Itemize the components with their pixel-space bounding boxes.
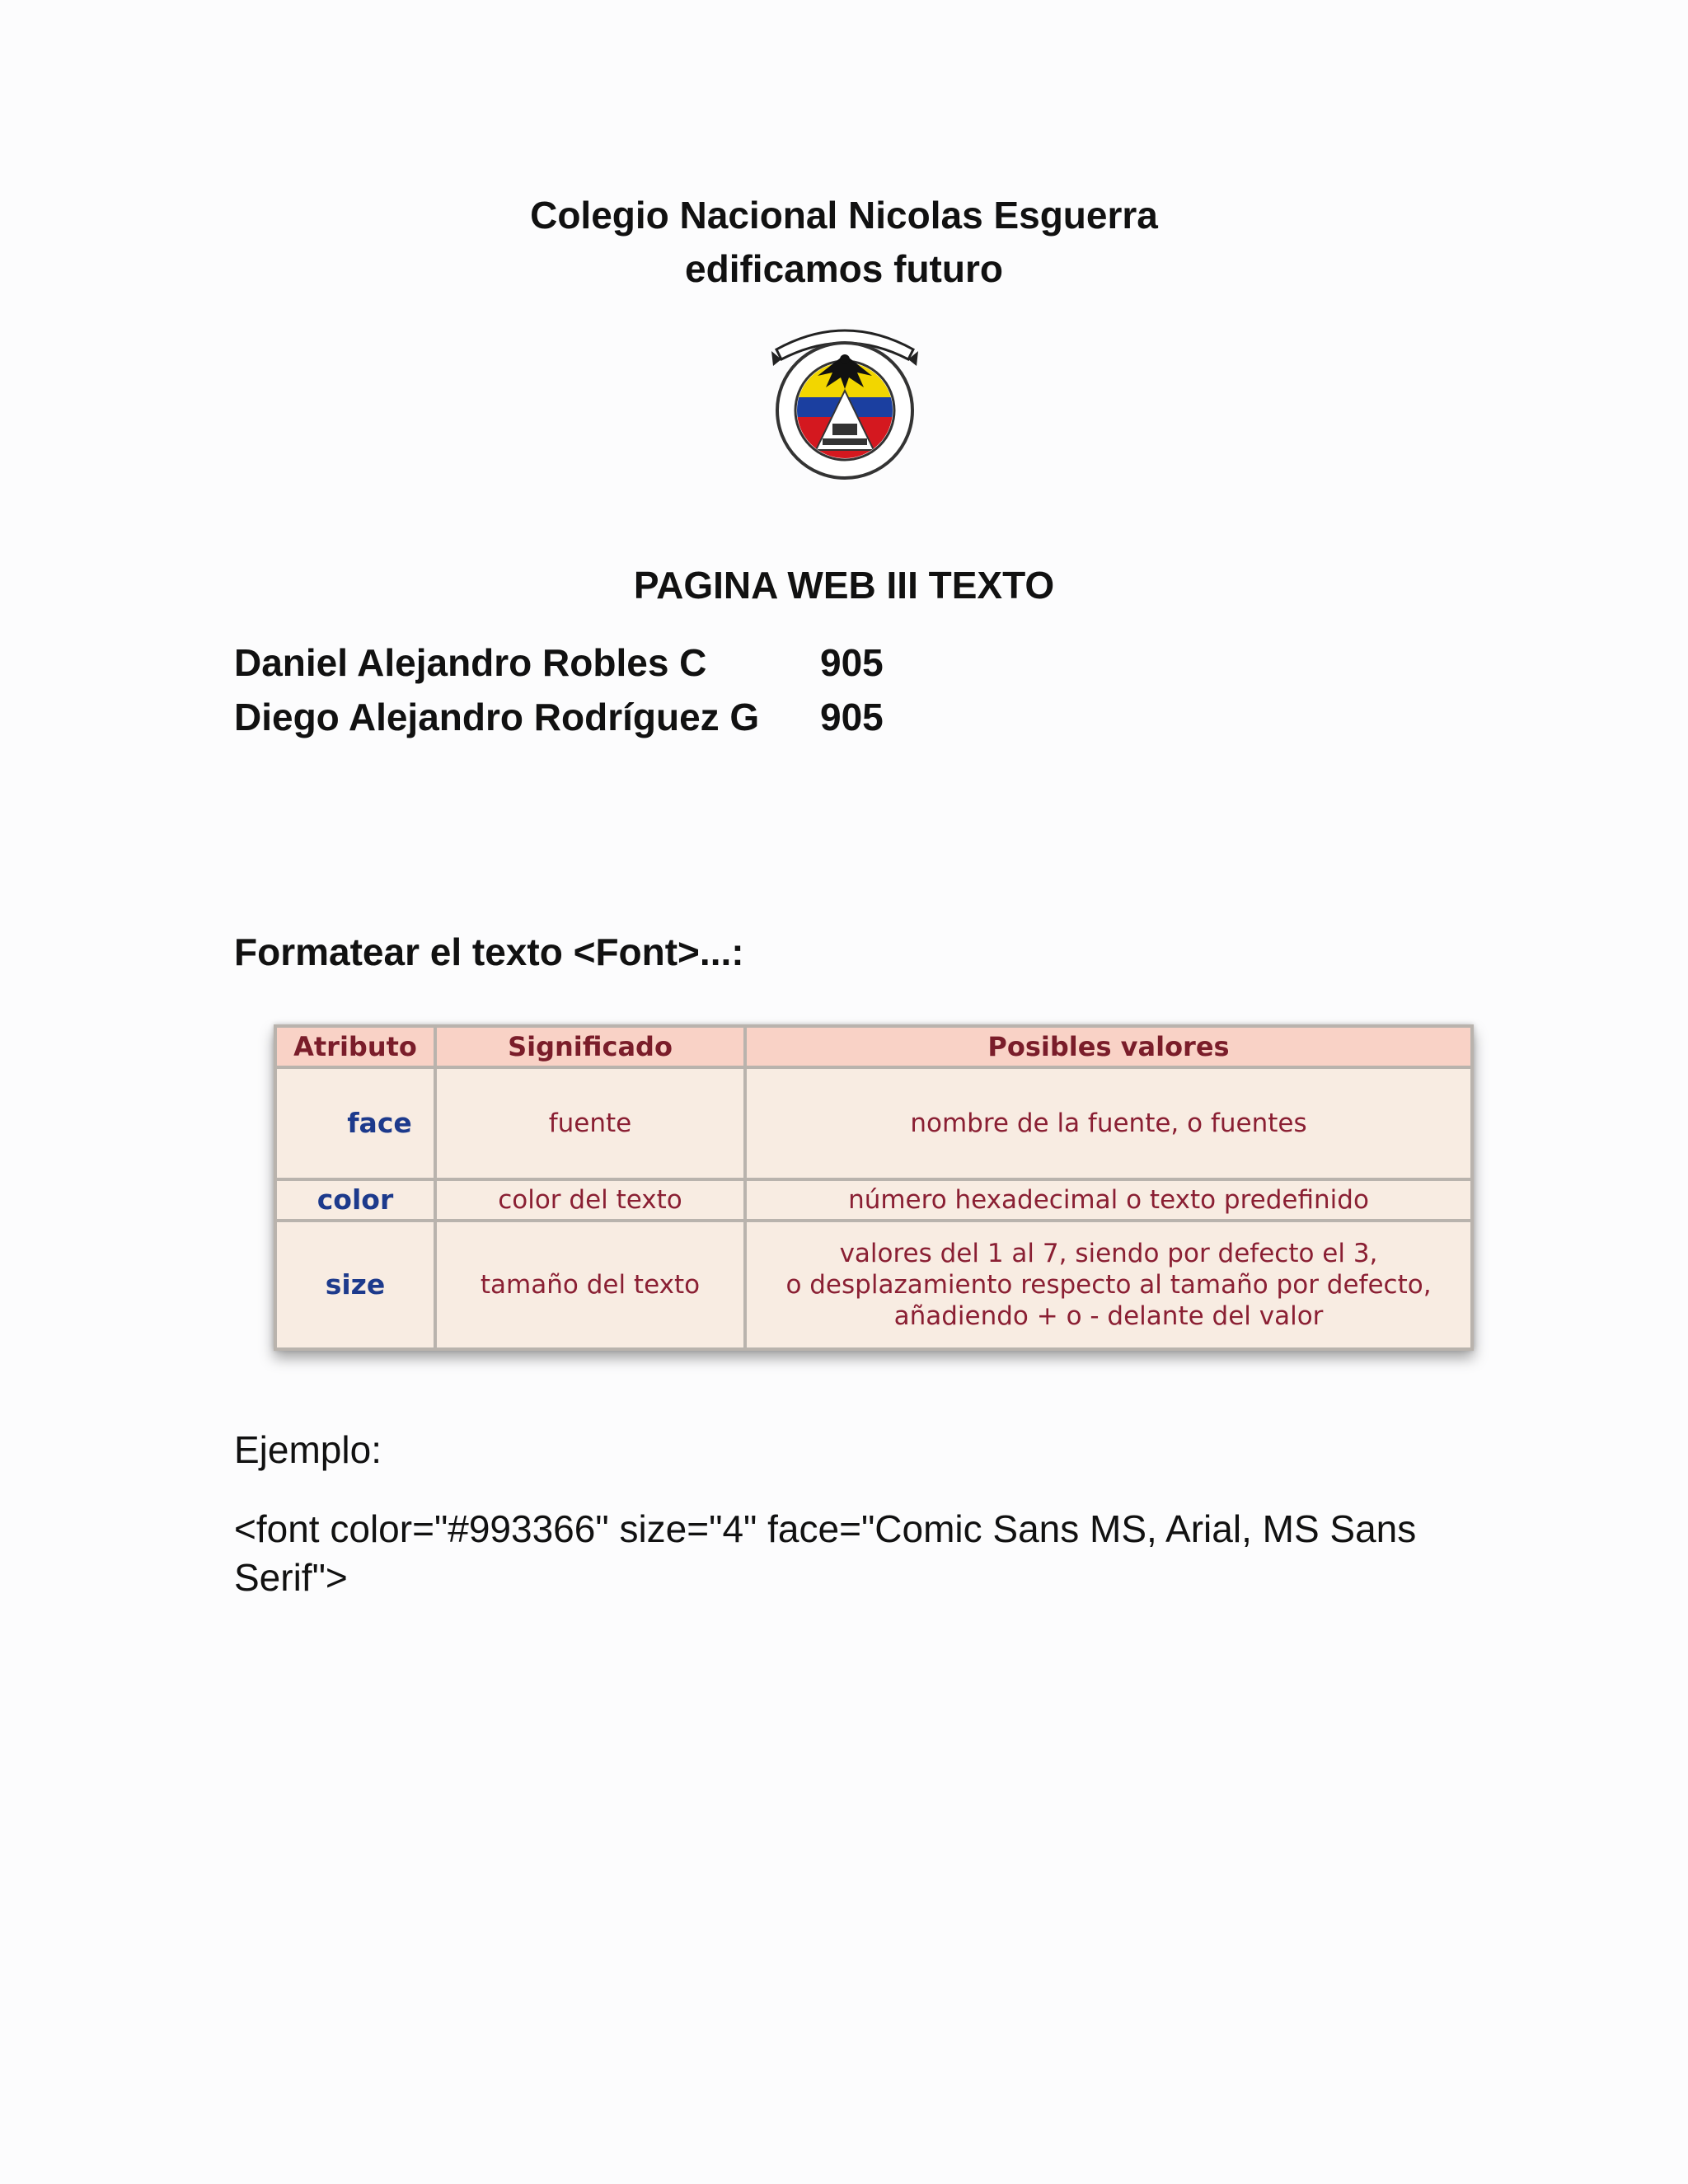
values-cell: nombre de la fuente, o fuentes — [745, 1067, 1472, 1179]
example-code: <font color="#993366" size="4" face="Comic Sans MS, Arial, MS Sans Serif"> — [234, 1507, 1417, 1599]
table-row — [275, 1067, 1472, 1179]
author-name: Daniel Alejandro Robles C — [234, 641, 707, 684]
school-name: Colegio Nacional Nicolas Esguerra — [530, 194, 1158, 237]
values-cell — [745, 1221, 1472, 1349]
section-heading: Formatear el texto <Font>...: — [234, 930, 744, 973]
values-line: o desplazamiento respecto al tamaño por defecto, — [785, 1270, 1432, 1300]
table-row — [275, 1221, 1472, 1349]
attribute-cell: size — [275, 1221, 435, 1349]
table-row — [275, 1179, 1472, 1221]
column-header: Significado — [435, 1026, 745, 1067]
attribute-cell: color — [275, 1179, 435, 1221]
column-header: Atributo — [275, 1026, 435, 1067]
values-line: valores del 1 al 7, siendo por defecto el 3, — [839, 1239, 1378, 1268]
column-header: Posibles valores — [745, 1026, 1472, 1067]
values-cell: número hexadecimal o texto predefinido — [745, 1179, 1472, 1221]
school-motto: edificamos futuro — [685, 247, 1003, 290]
attribute-cell: face — [275, 1067, 435, 1179]
meaning-cell: color del texto — [435, 1179, 745, 1221]
meaning-cell: tamaño del texto — [435, 1221, 745, 1349]
author-name: Diego Alejandro Rodríguez G — [234, 696, 760, 738]
author-group: 905 — [820, 696, 884, 738]
values-line: añadiendo + o - delante del valor — [893, 1301, 1324, 1331]
school-crest-icon — [768, 318, 921, 483]
page-title: PAGINA WEB III TEXTO — [633, 564, 1055, 607]
meaning-cell: fuente — [435, 1067, 745, 1179]
table-header-row — [275, 1026, 1472, 1067]
example-label: Ejemplo: — [234, 1428, 382, 1471]
font-attributes-table — [274, 1024, 1474, 1350]
author-group: 905 — [820, 641, 884, 684]
